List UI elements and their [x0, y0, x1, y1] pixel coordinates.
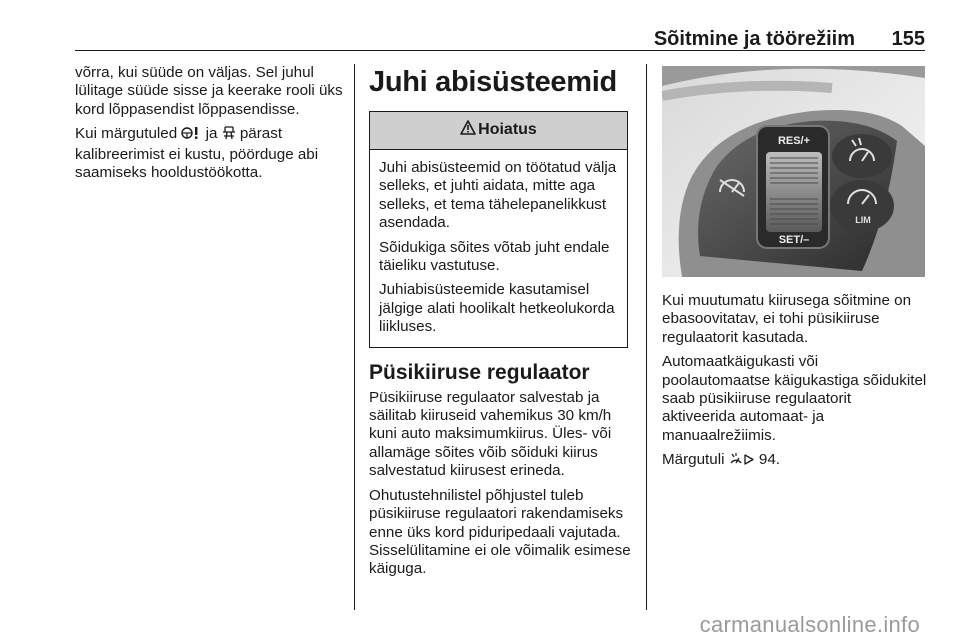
- paragraph: [75, 125, 350, 182]
- column-divider: [646, 64, 647, 610]
- paragraph: Kui muutumatu kiirusega sõitmine on ebasoovitatav, ei tohi püsikiiruse regulaatorit kasutada.: [662, 292, 912, 346]
- paragraph: Sisselülitamine ei ole võimalik esimese käiguga.: [369, 541, 631, 578]
- res-label: RES/+: [777, 135, 811, 147]
- paragraph: Ohutustehnilistel põhjustel tuleb püsikiiruse regulaatori rakendamiseks enne üks kord piduripedaali vajutada.: [369, 486, 624, 541]
- column-middle: [369, 64, 632, 585]
- page-header: [75, 28, 925, 50]
- warning-paragraph: Sõidukiga sõites võtab juht endale täieliku vastutuse.: [379, 238, 610, 275]
- power-steering-icon: [222, 126, 236, 145]
- text-run: ja: [201, 125, 222, 143]
- warning-paragraph: Juhi abisüsteemid on töötatud välja selleks, et juhti aidata, mitte aga selleks, et tema tähelepanelikkust asendada.: [379, 159, 617, 232]
- page-reference-icon: [743, 453, 755, 471]
- warning-box: [369, 111, 628, 348]
- warning-body: [370, 150, 627, 347]
- watermark: carmanualsonline.info: [699, 612, 920, 637]
- warning-triangle-icon: [460, 120, 478, 140]
- text-run: 94.: [754, 451, 781, 469]
- paragraph: Püsikiiruse regulaator salvestab ja säilitab kiiruseid vahemikus 30 km/h kuni auto maksimumkiirus. Üles- või allamäge sõites võib sõiduki kiirus salvestatud kiirusest erineda.: [369, 388, 612, 480]
- page-number: 155: [891, 28, 925, 50]
- column-right: [662, 292, 927, 478]
- paragraph: [662, 451, 927, 471]
- warning-title: Hoiatus: [478, 121, 537, 139]
- lim-label: LIM: [855, 215, 871, 225]
- steering-wheel-controls-photo: [662, 66, 925, 277]
- subsection-heading: Püsikiiruse regulaator: [369, 360, 590, 384]
- paragraph: Automaatkäigukasti või poolautomaatse käigukastiga sõidukitel saab püsikiiruse regulaatorit aktiveerida automaat- ja manuaalrežiimis.: [662, 353, 927, 444]
- warning-header: [370, 112, 627, 150]
- paragraph: võrra, kui süüde on väljas. Sel juhul lülitage süüde sisse ja keerake rooli üks kord lõppasendist lõppasendisse.: [75, 64, 343, 118]
- column-left: [75, 64, 350, 188]
- chapter-title: Sõitmine ja töörežiim: [653, 28, 855, 50]
- set-label: SET/–: [778, 234, 810, 246]
- column-divider: [354, 64, 355, 610]
- cruise-indicator-icon: [729, 452, 743, 471]
- steering-warning-icon: [181, 126, 201, 145]
- warning-paragraph: Juhiabisüsteemide kasutamisel jälgige alati hoolikalt hetkeolukorda liikluses.: [379, 281, 615, 336]
- section-heading: Juhi abisüsteemid: [369, 66, 617, 98]
- text-run: Kui märgutuled: [75, 125, 182, 143]
- header-rule: [75, 50, 925, 51]
- text-run: Märgutuli: [662, 451, 729, 469]
- text-run: pärast kalibreerimist ei kustu, pöörduge abi saamiseks hooldustöökotta.: [75, 125, 319, 182]
